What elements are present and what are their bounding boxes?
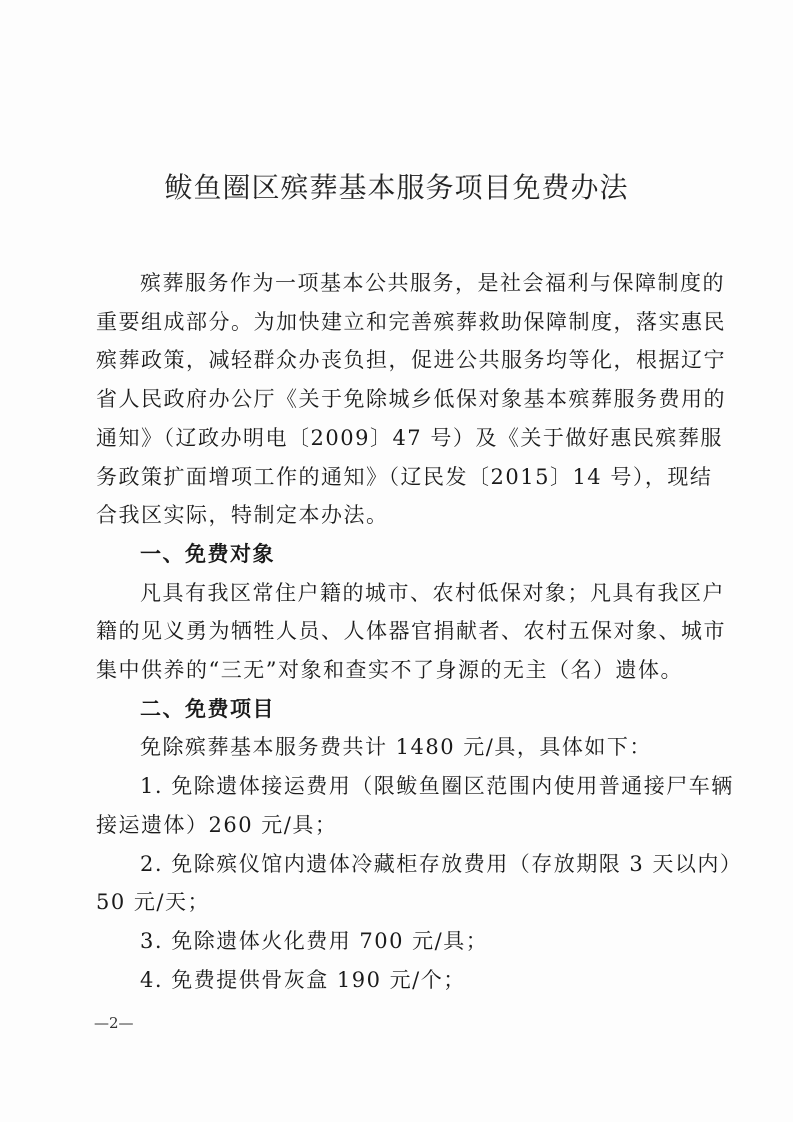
- paragraph-line: 重要组成部分。为加快建立和完善殡葬救助保障制度，落实惠民: [96, 309, 726, 334]
- paragraph-line: 免除殡葬基本服务费共计 1480 元/具，具体如下：: [140, 735, 652, 760]
- list-item-1-cont: 接运遗体）260 元/具；: [96, 812, 338, 837]
- list-item-2-cont: 50 元/天；: [96, 890, 210, 915]
- page-number: —2—: [94, 1014, 134, 1032]
- paragraph-line: 务政策扩面增项工作的通知》（辽民发〔2015〕14 号），现结: [96, 464, 713, 489]
- list-item-4: 4. 免费提供骨灰盒 190 元/个；: [140, 967, 466, 992]
- paragraph-line: 集中供养的“三无”对象和查实不了身源的无主（名）遗体。: [96, 658, 683, 683]
- paragraph-line: 籍的见义勇为牺牲人员、人体器官捐献者、农村五保对象、城市: [96, 619, 726, 644]
- list-item-3: 3. 免除遗体火化费用 700 元/具；: [140, 928, 489, 953]
- paragraph-line: 合我区实际，特制定本办法。: [96, 503, 389, 528]
- section-heading-2: 二、免费项目: [140, 696, 275, 721]
- document-body: [96, 264, 743, 999]
- section-heading-1: 一、免费对象: [140, 541, 275, 566]
- paragraph-line: 省人民政府办公厅《关于免除城乡低保对象基本殡葬服务费用的: [96, 387, 726, 412]
- list-item-2: 2. 免除殡仪馆内遗体冷藏柜存放费用（存放期限 3 天以内）: [140, 851, 743, 876]
- paragraph-line: 凡具有我区常住户籍的城市、农村低保对象；凡具有我区户: [140, 580, 725, 605]
- list-item-1: 1. 免除遗体接运费用（限鲅鱼圈区范围内使用普通接尸车辆: [140, 774, 734, 799]
- paragraph-line: 通知》（辽政办明电〔2009〕47 号）及《关于做好惠民殡葬服: [96, 425, 723, 450]
- document-title: 鲅鱼圈区殡葬基本服务项目免费办法: [164, 171, 629, 204]
- paragraph-line: 殡葬服务作为一项基本公共服务，是社会福利与保障制度的: [140, 271, 725, 295]
- paragraph-line: 殡葬政策，减轻群众办丧负担，促进公共服务均等化，根据辽宁: [96, 348, 726, 373]
